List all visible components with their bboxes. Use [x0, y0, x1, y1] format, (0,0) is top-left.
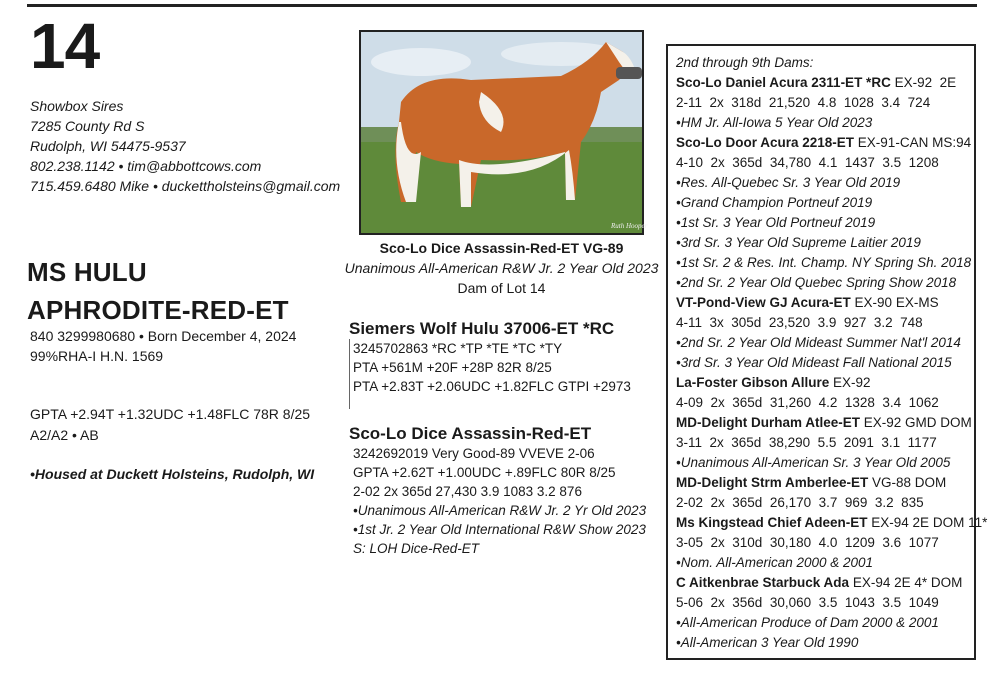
photo-caption-title: Sco-Lo Dice Assassin-Red-ET VG-89 — [379, 240, 624, 256]
dam-entry-name: MD-Delight Strm Amberlee-ET — [676, 475, 869, 490]
dam-award: •Unanimous All-American R&W Jr. 2 Yr Old 2023 — [353, 503, 647, 518]
pedigree-bracket — [349, 339, 350, 409]
dam-entry-record: 3-11 2x 365d 38,290 5.5 2091 3.1 1177 — [676, 435, 937, 450]
dam-entry-classification: EX-92 2E — [890, 75, 957, 90]
dam-entry — [676, 473, 966, 513]
dam-entry-title — [676, 473, 966, 493]
dam-entry — [676, 133, 972, 293]
dam-entry-name: VT-Pond-View GJ Acura-ET — [676, 295, 851, 310]
dam-entry-title — [676, 573, 966, 593]
dam-entry-record: 4-11 3x 305d 23,520 3.9 927 3.2 748 — [676, 315, 923, 330]
housed-note: •Housed at Duckett Holsteins, Rudolph, WI — [30, 466, 315, 482]
genomic-line: GPTA +2.94T +1.32UDC +1.48FLC 78R 8/25 — [30, 406, 311, 422]
dam-entry-award: •3rd Sr. 3 Year Old Supreme Laitier 2019 — [676, 235, 921, 250]
dam-entry-record: 4-09 2x 365d 31,260 4.2 1328 3.4 1062 — [676, 395, 939, 410]
genotype-line: A2/A2 • AB — [30, 427, 99, 443]
breed-line: 99%RHA-I H.N. 1569 — [30, 348, 164, 364]
dam-entry-award: •1st Sr. 2 & Res. Int. Champ. NY Spring Sh. 2018 — [676, 255, 972, 270]
dam-entry-title — [676, 413, 972, 433]
dam-sire-line: S: LOH Dice-Red-ET — [353, 541, 480, 556]
dam-award: •1st Jr. 2 Year Old International R&W Show 2023 — [353, 522, 646, 537]
dam-entry-name: C Aitkenbrae Starbuck Ada — [676, 575, 850, 590]
dam-entry-classification: EX-91-CAN MS:94 — [854, 135, 972, 150]
lot-number: 14 — [30, 10, 100, 82]
dam-entry-award: •Res. All-Quebec Sr. 3 Year Old 2019 — [676, 175, 901, 190]
dam-entry-award: •Unanimous All-American Sr. 3 Year Old 2005 — [676, 455, 951, 470]
dam-line: 2-02 2x 365d 27,430 3.9 1083 3.2 876 — [353, 484, 582, 499]
dam-entry — [676, 513, 988, 573]
dam-entry — [676, 373, 966, 413]
animal-name — [27, 253, 289, 329]
dam-entry-name: La-Foster Gibson Allure — [676, 375, 830, 390]
animal-name-line2: APHRODITE-RED-ET — [27, 295, 289, 325]
dam-entry-award: •Nom. All-American 2000 & 2001 — [676, 555, 874, 570]
dam-entry — [676, 413, 972, 473]
dam-entry-name: MD-Delight Durham Atlee-ET — [676, 415, 861, 430]
dam-entry-award: •1st Sr. 3 Year Old Portneuf 2019 — [676, 215, 876, 230]
dam-entry-classification: EX-92 — [829, 375, 871, 390]
top-rule — [27, 4, 977, 7]
dam-entry-award: •All-American 3 Year Old 1990 — [676, 635, 859, 650]
dam-entry-record: 5-06 2x 356d 30,060 3.5 1043 3.5 1049 — [676, 595, 939, 610]
dam-entry-name: Ms Kingstead Chief Adeen-ET — [676, 515, 868, 530]
dam-entry-title — [676, 133, 972, 153]
consignor-address1: 7285 County Rd S — [30, 118, 145, 134]
dam-entry — [676, 293, 966, 373]
cow-photo-illustration — [361, 32, 648, 233]
dam-entry-award: •HM Jr. All-Iowa 5 Year Old 2023 — [676, 115, 873, 130]
dam-entry-name: Sco-Lo Daniel Acura 2311-ET *RC — [676, 75, 891, 90]
dams-box — [666, 44, 988, 660]
dam-entry-record: 2-11 2x 318d 21,520 4.8 1028 3.4 724 — [676, 95, 931, 110]
dam-photo — [359, 30, 648, 235]
dam-entry — [676, 73, 966, 133]
dam-entry-classification: EX-94 2E 4* DOM — [849, 575, 963, 590]
genomics-block — [30, 404, 310, 446]
animal-name-line1: MS HULU — [27, 257, 147, 287]
dam-entry-name: Sco-Lo Door Acura 2218-ET — [676, 135, 855, 150]
sire-name: Siemers Wolf Hulu 37006-ET *RC — [349, 319, 615, 338]
sire-block — [349, 319, 659, 396]
sire-line: PTA +561M +20F +28P 82R 8/25 — [353, 360, 552, 375]
photo-caption — [340, 238, 663, 298]
dam-entry-title — [676, 373, 966, 393]
photo-caption-award: Unanimous All-American R&W Jr. 2 Year Old 2023 — [344, 260, 659, 276]
consignor-block — [30, 96, 340, 196]
dam-entry-award: •2nd Sr. 2 Year Old Quebec Spring Show 2018 — [676, 275, 957, 290]
consignor-name: Showbox Sires — [30, 98, 124, 114]
dams-list — [676, 73, 988, 653]
dam-entry-title — [676, 293, 966, 313]
dam-entry-record: 2-02 2x 365d 26,170 3.7 969 3.2 835 — [676, 495, 924, 510]
dam-entry-award: •3rd Sr. 3 Year Old Mideast Fall National 2015 — [676, 355, 952, 370]
dam-entry-award: •2nd Sr. 2 Year Old Mideast Summer Nat'l 2014 — [676, 335, 961, 350]
dam-entry-award: •Grand Champion Portneuf 2019 — [676, 195, 873, 210]
registration-block — [30, 326, 296, 366]
dam-name: Sco-Lo Dice Assassin-Red-ET — [349, 424, 592, 443]
dams-heading: 2nd through 9th Dams: — [676, 55, 814, 70]
dam-entry-classification: VG-88 DOM — [868, 475, 947, 490]
dam-entry-classification: EX-92 GMD DOM — [860, 415, 972, 430]
dam-entry-record: 4-10 2x 365d 34,780 4.1 1437 3.5 1208 — [676, 155, 939, 170]
dam-line: GPTA +2.62T +1.00UDC +.89FLC 80R 8/25 — [353, 465, 616, 480]
dam-entry-classification: EX-90 EX-MS — [850, 295, 939, 310]
sire-line: 3245702863 *RC *TP *TE *TC *TY — [353, 341, 563, 356]
dam-entry-record: 3-05 2x 310d 30,180 4.0 1209 3.6 1077 — [676, 535, 939, 550]
photo-signature: Ruth Hooper — [611, 222, 648, 230]
dam-entry-classification: EX-94 2E DOM 11* — [867, 515, 988, 530]
dam-entry-award: •All-American Produce of Dam 2000 & 2001 — [676, 615, 939, 630]
consignor-address2: Rudolph, WI 54475-9537 — [30, 138, 186, 154]
consignor-contact1: 802.238.1142 • tim@abbottcows.com — [30, 158, 262, 174]
dam-entry-title — [676, 73, 966, 93]
consignor-contact2: 715.459.6480 Mike • duckettholsteins@gmail.com — [30, 178, 341, 194]
sire-line: PTA +2.83T +2.06UDC +1.82FLC GTPI +2973 — [353, 379, 631, 394]
photo-caption-note: Dam of Lot 14 — [457, 280, 546, 296]
dam-entry-title — [676, 513, 988, 533]
dam-block — [349, 424, 659, 558]
registration-line: 840 3299980680 • Born December 4, 2024 — [30, 328, 297, 344]
dam-line: 3242692019 Very Good-89 VVEVE 2-06 — [353, 446, 595, 461]
dam-entry — [676, 573, 966, 653]
